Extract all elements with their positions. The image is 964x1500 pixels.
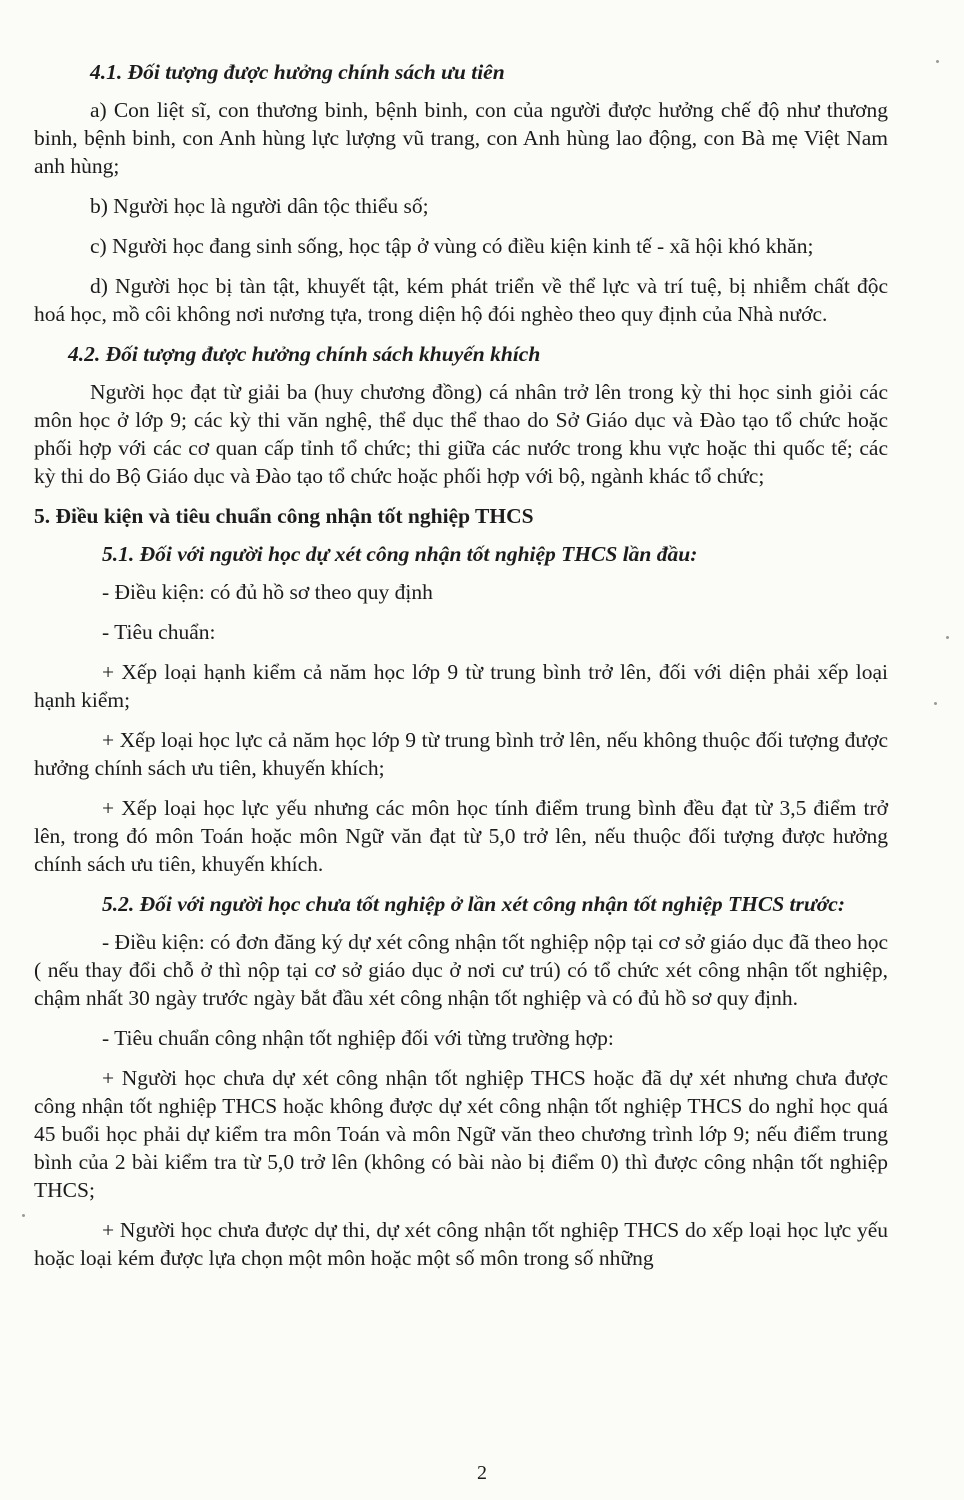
paragraph-4-1-c: c) Người học đang sinh sống, học tập ở vùng có điều kiện kinh tế - xã hội khó khăn; — [90, 234, 814, 258]
paragraph-5-2-item-2: + Người học chưa được dự thi, dự xét công nhận tốt nghiệp THCS do xếp loại học lực yếu hoặc loại kém được lựa chọn một môn hoặc một số môn trong số những — [34, 1218, 888, 1270]
document-page — [34, 58, 888, 1272]
paragraph-5-2-criteria: - Tiêu chuẩn công nhận tốt nghiệp đối với từng trường hợp: — [102, 1026, 614, 1050]
section-5-1-heading: 5.1. Đối với người học dự xét công nhận tốt nghiệp THCS lần đầu: — [102, 542, 698, 566]
paragraph-5-1-item-2: + Xếp loại học lực cả năm học lớp 9 từ trung bình trở lên, nếu không thuộc đối tượng được hưởng chính sách ưu tiên, khuyến khích; — [34, 728, 888, 780]
paragraph-4-1-d: d) Người học bị tàn tật, khuyết tật, kém phát triển về thể lực và trí tuệ, bị nhiễm chất độc hoá học, mồ côi không nơi nương tựa, trong diện hộ đói nghèo theo quy định của Nhà nước. — [34, 274, 888, 326]
paragraph-5-1-criteria: - Tiêu chuẩn: — [102, 620, 216, 644]
section-4-1-heading: 4.1. Đối tượng được hưởng chính sách ưu tiên — [90, 60, 505, 84]
paragraph-5-1-item-1: + Xếp loại hạnh kiểm cả năm học lớp 9 từ trung bình trở lên, đối với diện phải xếp loại hạnh kiểm; — [34, 660, 888, 712]
paragraph-5-1-item-3: + Xếp loại học lực yếu nhưng các môn học tính điểm trung bình đều đạt từ 3,5 điểm trở lên, trong đó môn Toán hoặc môn Ngữ văn đạt từ 5,0 trở lên, nếu thuộc đối tượng được hưởng chính sách ưu tiên, khuyến khích. — [34, 796, 888, 876]
paragraph-4-1-a: a) Con liệt sĩ, con thương binh, bệnh binh, con của người được hưởng chế độ như thương binh, bệnh binh, con Anh hùng lực lượng vũ trang, con Anh hùng lao động, con Bà mẹ Việt Nam anh hùng; — [34, 98, 888, 178]
paragraph-4-2: Người học đạt từ giải ba (huy chương đồng) cá nhân trở lên trong kỳ thi học sinh giỏi các môn học ở lớp 9; các kỳ thi văn nghệ, thể dục thể thao do Sở Giáo dục và Đào tạo tổ chức hoặc phối hợp với các cơ quan cấp tỉnh tổ chức; thi giữa các nước trong khu vực hoặc thi quốc tế; các kỳ thi do Bộ Giáo dục và Đào tạo tổ chức hoặc phối hợp với bộ, ngành khác tổ chức; — [34, 380, 888, 488]
section-4-2-heading: 4.2. Đối tượng được hưởng chính sách khuyến khích — [68, 342, 541, 366]
section-5-heading: 5. Điều kiện và tiêu chuẩn công nhận tốt nghiệp THCS — [34, 504, 534, 528]
paragraph-4-1-b: b) Người học là người dân tộc thiểu số; — [90, 194, 429, 218]
page-number: 2 — [477, 1462, 487, 1484]
paragraph-5-1-condition: - Điều kiện: có đủ hồ sơ theo quy định — [102, 580, 433, 604]
paragraph-5-2-condition: - Điều kiện: có đơn đăng ký dự xét công nhận tốt nghiệp nộp tại cơ sở giáo dục đã theo học ( nếu thay đổi chỗ ở thì nộp tại cơ sở giáo dục ở nơi cư trú) có tổ chức xét công nhận tốt nghiệp, chậm nhất 30 ngày trước ngày bắt đầu xét công nhận tốt nghiệp và có đủ hồ sơ quy định. — [34, 930, 888, 1010]
section-5-2-heading: 5.2. Đối với người học chưa tốt nghiệp ở lần xét công nhận tốt nghiệp THCS trước: — [102, 892, 846, 916]
paragraph-5-2-item-1: + Người học chưa dự xét công nhận tốt nghiệp THCS hoặc đã dự xét nhưng chưa được công nhận tốt nghiệp THCS hoặc không được dự xét công nhận tốt nghiệp THCS do nghỉ học quá 45 buổi học phải dự kiểm tra môn Toán và môn Ngữ văn theo chương trình lớp 9; nếu điểm trung bình của 2 bài kiểm tra từ 5,0 trở lên (không có bài nào bị điểm 0) thì được công nhận tốt nghiệp THCS; — [34, 1066, 888, 1202]
